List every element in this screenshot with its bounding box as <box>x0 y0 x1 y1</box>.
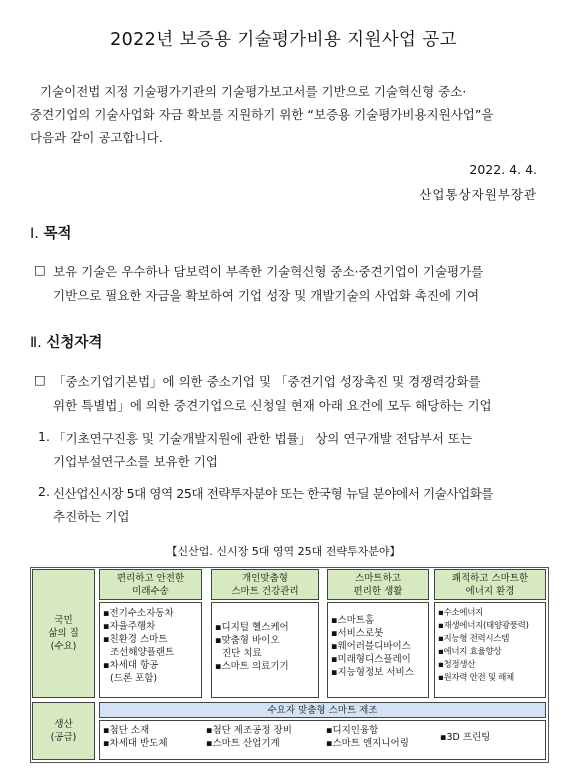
header-line: 편리한 생활 <box>353 585 403 597</box>
header-line: 스마트하고 <box>355 572 401 584</box>
header-line: 편리하고 안전한 <box>116 572 185 584</box>
list-item: ▪친환경 스마트 <box>103 634 168 645</box>
list-item: 진단 치료 <box>222 648 262 659</box>
supply-label-line: (공급) <box>50 732 77 743</box>
list-item: ▪첨단 소재 <box>103 725 150 736</box>
announcement-date: 2022. 4. 4. <box>469 162 537 177</box>
list-energy <box>434 602 546 698</box>
issuer: 산업통상자원부장관 <box>419 187 537 202</box>
supply-header: 수요자 맞춤형 스마트 제조 <box>99 702 546 718</box>
list-item: ▪스마트 의료기기 <box>215 661 289 672</box>
supply-group-equipment <box>206 724 292 750</box>
section-2-heading <box>30 331 102 352</box>
supply-group-materials <box>103 724 168 750</box>
header-mobility <box>99 569 202 600</box>
supply-group-design <box>326 724 409 750</box>
list-item: ▪맞춤형 바이오 <box>215 635 280 646</box>
supply-row-label <box>32 702 95 760</box>
supply-3d-printing: ▪3D 프린팅 <box>440 732 491 743</box>
list-item: ▪차세대 반도체 <box>103 738 168 749</box>
intro-line-2: 중견기업의 기술사업화 자금 확보를 지원하기 위한 “보증용 기술평가비용지원사업”을 <box>30 107 494 122</box>
list-item: ▪웨어러블디바이스 <box>331 641 411 652</box>
list-item: ▪스마트 산업기계 <box>206 738 280 749</box>
section-2-title: 신청자격 <box>46 335 103 351</box>
requirement-1-line-1: 「기초연구진흥 및 기술개발지원에 관한 법률」 상의 연구개발 전담부서 또는 <box>53 431 473 446</box>
strategic-fields-table <box>30 567 549 763</box>
requirement-2-line-2: 추진하는 기업 <box>53 509 130 524</box>
header-living <box>327 569 429 600</box>
requirement-1-number: 1. <box>38 429 50 444</box>
list-item: ▪청정생산 <box>438 660 476 670</box>
list-item: (드론 포함) <box>110 673 158 684</box>
list-item: ▪원자력 안전 및 해체 <box>438 673 514 683</box>
requirement-1-line-2: 기업부설연구소를 보유한 기업 <box>53 454 218 469</box>
section-1-bullet: □ <box>34 262 46 277</box>
list-item: ▪에너지 효율향상 <box>438 647 502 657</box>
demand-label-line: (수요) <box>50 641 77 652</box>
list-item: ▪지능형정보 서비스 <box>331 667 414 678</box>
list-item: ▪전기수소자동차 <box>103 608 174 619</box>
list-mobility <box>99 602 202 698</box>
supply-label-line: 생산 <box>54 719 73 730</box>
list-item: ▪서비스로봇 <box>331 628 384 639</box>
list-item: ▪디지털 헬스케어 <box>215 622 289 633</box>
section-1-heading <box>30 222 72 243</box>
list-item: ▪스마트 엔지니어링 <box>326 738 409 749</box>
supply-list <box>99 720 546 760</box>
section-2-line-2: 위한 특별법」에 의한 중견기업으로 신청일 현재 아래 요건에 모두 해당하는 기업 <box>53 398 492 413</box>
list-item: ▪수소에너지 <box>438 608 484 618</box>
section-1-line-2: 기반으로 필요한 자금을 확보하여 기업 성장 및 개발기술의 사업화 촉진에 기여 <box>53 288 480 303</box>
section-1-title: 목적 <box>43 226 72 242</box>
table-caption: 【신산업. 신시장 5대 영역 25대 전략투자분야】 <box>166 545 401 558</box>
list-health <box>211 602 319 698</box>
list-living <box>327 602 429 698</box>
header-line: 개인맞춤형 <box>242 572 288 584</box>
list-item: ▪지능형 전력시스템 <box>438 634 510 644</box>
list-item: ▪디지인융합 <box>326 725 379 736</box>
section-2-number: Ⅱ. <box>30 335 42 351</box>
list-item: ▪미래형디스플레이 <box>331 654 411 665</box>
demand-label-line: 삶의 질 <box>48 628 79 639</box>
list-item: ▪재생에너지(태양광풍력) <box>438 621 529 631</box>
header-line: 쾌적하고 스마트한 <box>451 572 529 584</box>
list-item: ▪첨단 제조공정 장비 <box>206 725 292 736</box>
intro-line-1: 기술이전법 지정 기술평가기관의 기술평가보고서를 기반으로 기술혁신형 중소· <box>40 84 467 99</box>
section-2-line-1: 「중소기업기본법」에 의한 중소기업 및 「중견기업 성장촉진 및 경쟁력강화를 <box>53 374 481 389</box>
section-1-line-1: 보유 기술은 우수하나 담보력이 부족한 기술혁신형 중소·중견기업이 기술평가를 <box>53 264 484 279</box>
requirement-2-number: 2. <box>38 484 50 499</box>
requirement-2-line-1: 신산업신시장 5대 영역 25대 전략투자분야 또는 한국형 뉴딜 분야에서 기술사업화를 <box>53 486 494 501</box>
header-line: 미래수송 <box>132 585 169 597</box>
list-item: ▪차세대 항공 <box>103 660 159 671</box>
demand-label-line: 국민 <box>54 615 73 626</box>
intro-line-3: 다음과 같이 공고합니다. <box>30 130 163 145</box>
list-item: ▪스마트홈 <box>331 615 375 626</box>
header-health <box>211 569 319 600</box>
list-item: 조선해양플랜트 <box>110 647 175 658</box>
section-2-bullet: □ <box>34 372 46 387</box>
demand-row-label <box>32 569 95 698</box>
section-1-number: Ⅰ. <box>30 226 39 242</box>
header-line: 스마트 건강관리 <box>231 585 299 597</box>
header-energy <box>434 569 546 600</box>
list-item: ▪자율주행차 <box>103 621 156 632</box>
header-line: 에너지 환경 <box>465 585 515 597</box>
page-title: 2022년 보증용 기술평가비용 지원사업 공고 <box>110 30 457 50</box>
